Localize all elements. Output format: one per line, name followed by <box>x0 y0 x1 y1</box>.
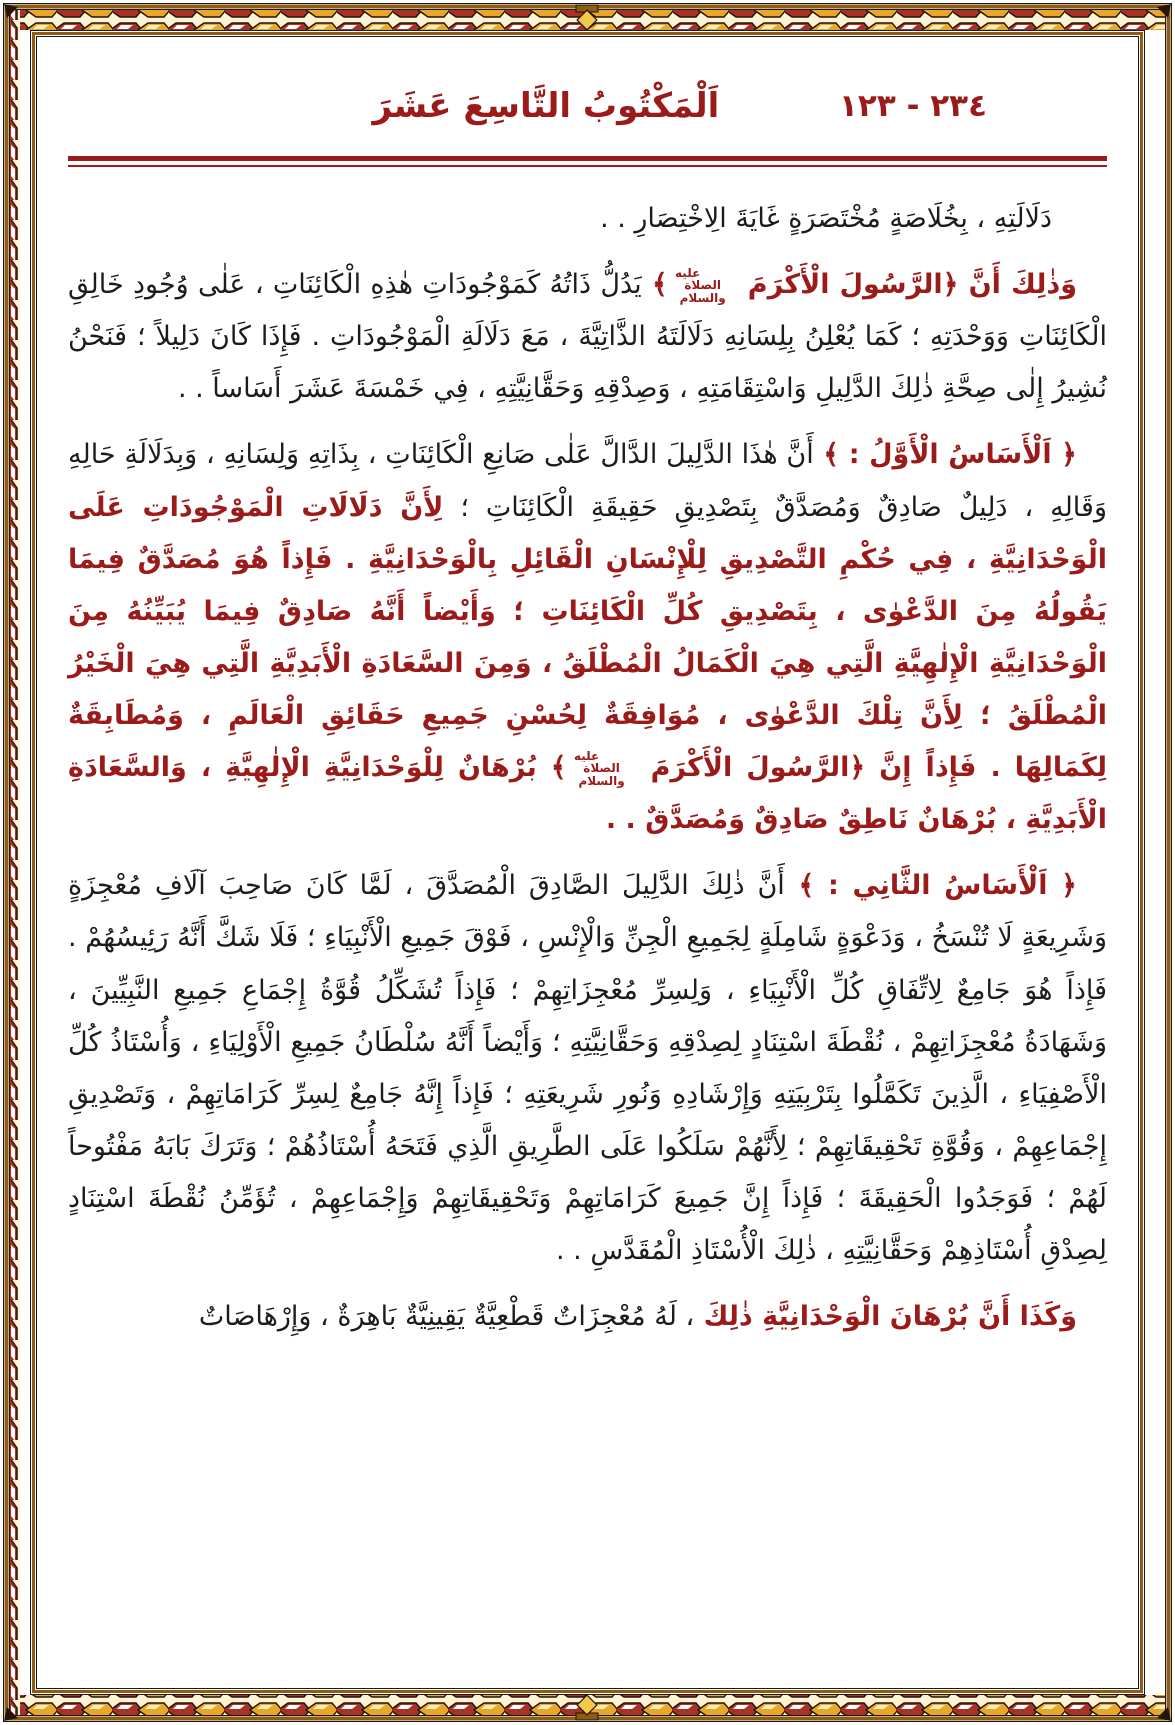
text-segment: ﴿ اَلْأَسَاسُ الثَّانِي : ﴾ <box>784 870 1077 902</box>
paragraph <box>68 1291 1107 1343</box>
page-numbers: ٢٣٤ - ١٢٣ <box>839 88 987 124</box>
page-title: اَلْمَكْتُوبُ التَّاسِعَ عَشَرَ <box>372 86 720 126</box>
corner-spike <box>4 4 18 18</box>
paragraph <box>68 193 1107 245</box>
text-segment: دَلَالَتِهِ ، بِخُلَاصَةٍ مُخْتَصَرَةٍ غَايَةَ الِاخْتِصَارِ . . <box>600 203 1052 234</box>
text-segment: ، لَهُ مُعْجِزَاتٌ قَطْعِيَّةٌ يَقِينِيَّةٌ بَاهِرَةٌ ، وَإِرْهَاصَاتٌ <box>198 1301 695 1333</box>
page-header <box>68 86 1107 148</box>
text-segment: ﴾ <box>641 269 668 301</box>
honorific-seal: عليه الصلاة والسلام <box>675 265 726 305</box>
text-segment: يَدُلُّ ذَاتُهُ كَمَوْجُودَاتِ هٰذِهِ الْكَائِنَاتِ ، عَلٰى وُجُودِ خَالِقِ الْكَائِنَاتِ وَوَحْدَتِهِ ؛ كَمَا يُعْلِنُ بِلِسَانِهِ دَلَالَتَهُ الذَّاتِيَّةَ ، مَعَ دَلَالَةِ الْمَوْجُودَاتِ . فَإِذَا كَانَ دَلِيلاً ؛ فَنَحْنُ نُشِيرُ إِلٰى صِحَّةِ ذٰلِكَ الدَّلِيلِ وَاسْتِقَامَتِهِ ، وَصِدْقِهِ وَحَقَّانِيَّتِهِ ، فِي خَمْسَةَ عَشَرَ أَسَاساً . . <box>68 269 1107 405</box>
header-divider-rule <box>68 156 1107 167</box>
paragraph <box>68 429 1107 846</box>
text-segment: أَنَّ ذٰلِكَ الدَّلِيلَ الصَّادِقَ الْمُصَدَّقَ ، لَمَّا كَانَ صَاحِبَ آلَافِ مُعْجِزَةٍ وَشَرِيعَةٍ لَا تُنْسَخُ ، وَدَعْوَةٍ شَامِلَةٍ لِجَمِيعِ الْجِنِّ وَالْإِنْسِ ، فَوْقَ جَمِيعِ الْأَنْبِيَاءِ ؛ فَلَا شَكَّ أَنَّهُ رَئِيسُهُمْ . فَإِذاً هُوَ جَامِعٌ لِاتِّفَاقِ كُلِّ الْأَنْبِيَاءِ ، وَلِسِرِّ مُعْجِزَاتِهِمْ ؛ فَإِذاً تُشَكِّلُ قُوَّةُ إِجْمَاعِ جَمِيعِ النَّبِيِّينَ ، وَشَهَادَةُ مُعْجِزَاتِهِمْ ، نُقْطَةَ اسْتِنَادٍ لِصِدْقِهِ وَحَقَّانِيَّتِهِ ؛ وَأَيْضاً أَنَّهُ سُلْطَانُ جَمِيعِ الْأَوْلِيَاءِ ، وَأُسْتَاذُ كُلِّ الْأَصْفِيَاءِ ، الَّذِينَ تَكَمَّلُوا بِتَرْبِيَتِهِ وَإِرْشَادِهِ وَنُورِ شَرِيعَتِهِ ؛ فَإِذاً إِنَّهُ جَامِعٌ لِسِرِّ كَرَامَاتِهِمْ ، وَتَصْدِيقِ إِجْمَاعِهِمْ ، وَقُوَّةِ تَحْقِيقَاتِهِمْ ؛ لِأَنَّهُمْ سَلَكُوا عَلَى الطَّرِيقِ الَّذِي فَتَحَهُ أُسْتَاذُهُمْ ؛ وَتَرَكَ بَابَهُ مَفْتُوحاً لَهُمْ ؛ فَوَجَدُوا الْحَقِيقَةَ ؛ فَإِذاً إِنَّ جَمِيعَ كَرَامَاتِهِمْ وَتَحْقِيقَاتِهِمْ وَإِجْمَاعِهِمْ ، تُؤَمِّنُ نُقْطَةَ اسْتِنَادٍ لِصِدْقِ أُسْتَاذِهِمْ وَحَقَّانِيَّتِهِ ، ذٰلِكَ الْأُسْتَاذِ الْمُقَدَّسِ . . <box>68 870 1107 1267</box>
top-center-ornament <box>576 5 598 30</box>
text-segment: لِأَنَّ دَلَالَاتِ الْمَوْجُودَاتِ عَلَى الْوَحْدَانِيَّةِ ، فِي حُكْمِ التَّصْدِيقِ لِلْإِنْسَانِ الْقَائِلِ بِالْوَحْدَانِيَّةِ . فَإِذاً هُوَ مُصَدَّقٌ فِيمَا يَقُولُهُ مِنَ الدَّعْوٰى ، بِتَصْدِيقِ كُلِّ الْكَائِنَاتِ ؛ وَأَيْضاً أَنَّهُ صَادِقٌ فِيمَا يُبَيِّنُهُ مِنَ الْوَحْدَانِيَّةِ الْإِلٰهِيَّةِ الَّتِي هِيَ الْكَمَالُ الْمُطْلَقُ ، وَمِنَ السَّعَادَةِ الْأَبَدِيَّةِ الَّتِي هِيَ الْخَيْرُ الْمُطْلَقُ ؛ لِأَنَّ تِلْكَ الدَّعْوٰى ، مُوَافِقَةٌ لِحُسْنِ جَمِيعِ حَقَائِقِ الْعَالَمِ ، وَمُطَابِقَةٌ لِكَمَالِهَا . فَإِذاً إِنَّ ﴿الرَّسُولَ الْأَكْرَمَ <box>68 491 1107 784</box>
text-segment: وَكَذَا أَنَّ بُرْهَانَ الْوَحْدَانِيَّةِ ذٰلِكَ <box>694 1301 1077 1333</box>
text-segment: أَنَّ هٰذَا الدَّلِيلَ الدَّالَّ عَلٰى صَانِعِ الْكَائِنَاتِ ، بِذَاتِهِ وَلِسَانِهِ ، وَبِدَلَالَةِ حَالِهِ وَقَالِهِ ، دَلِيلٌ صَادِقٌ وَمُصَدَّقٌ بِتَصْدِيقِ حَقِيقَةِ الْكَائِنَاتِ ؛ <box>68 439 1107 523</box>
corner-spike <box>1157 1707 1171 1721</box>
bottom-center-ornament <box>576 1695 598 1720</box>
paragraph <box>68 259 1107 415</box>
page-body-text <box>68 193 1107 1343</box>
honorific-seal: عليه الصلاة والسلام <box>573 748 625 788</box>
paragraph <box>68 860 1107 1277</box>
text-segment: ﴾ بُرْهَانٌ لِلْوَحْدَانِيَّةِ الْإِلٰهِيَّةِ ، وَالسَّعَادَةِ الْأَبَدِيَّةِ ، بُرْهَانٌ نَاطِقٌ صَادِقٌ وَمُصَدَّقٌ . . <box>68 752 1107 836</box>
page-content <box>40 40 1135 1685</box>
text-segment: وَذٰلِكَ أَنَّ ﴿الرَّسُولَ الْأَكْرَمَ <box>737 269 1077 301</box>
corner-spike <box>4 1707 18 1721</box>
text-segment: ﴿ اَلْأَسَاسُ الْأَوَّلُ : ﴾ <box>813 439 1077 471</box>
corner-spike <box>1157 4 1171 18</box>
